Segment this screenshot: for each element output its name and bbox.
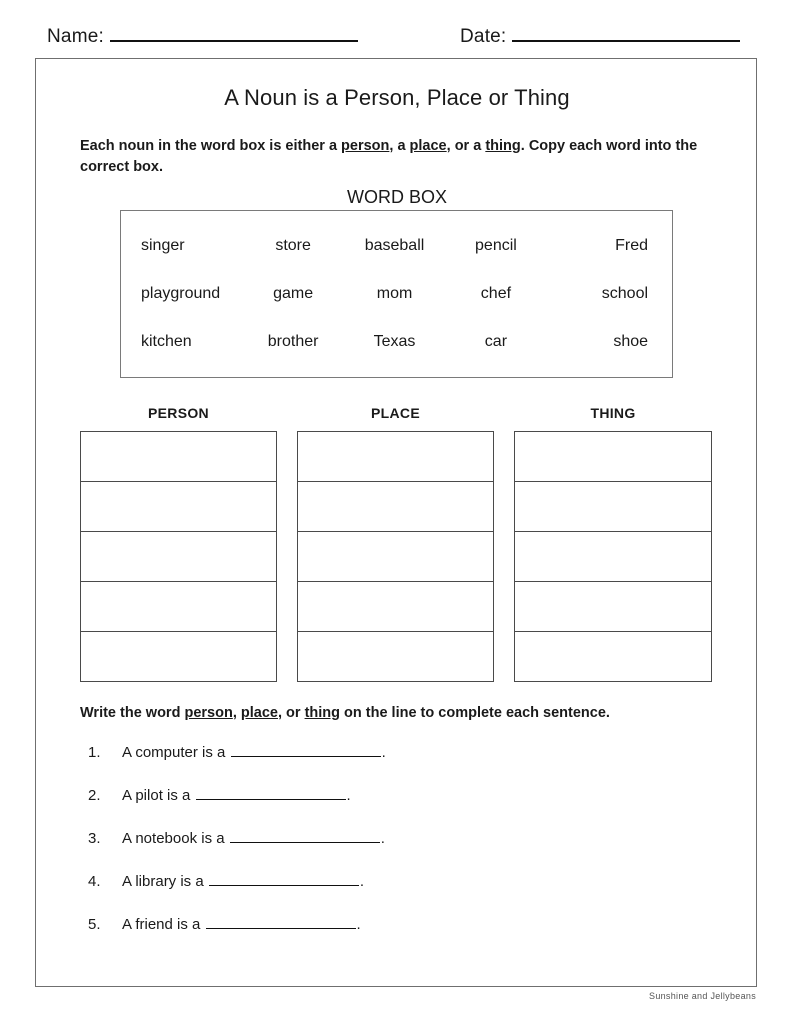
sentence-prefix: A notebook is a — [122, 830, 229, 847]
student-info-header — [0, 26, 791, 60]
sentence-body — [122, 830, 385, 847]
sentence-number: 3. — [88, 830, 101, 847]
instructions-primary — [80, 136, 710, 177]
list-item — [80, 830, 720, 873]
sentence-number: 5. — [88, 916, 101, 933]
answer-column-thing — [514, 431, 712, 682]
answer-blank-line[interactable] — [230, 830, 380, 843]
answer-cell[interactable] — [81, 432, 276, 482]
sentence-body — [122, 787, 351, 804]
answer-column-person — [80, 431, 277, 682]
list-item — [80, 744, 720, 787]
word-box — [120, 210, 673, 378]
instructions-text-4: . Copy each word into the correct box. — [80, 138, 698, 175]
answer-cell[interactable] — [81, 582, 276, 632]
answer-cell[interactable] — [515, 532, 711, 582]
name-field — [47, 26, 358, 48]
answer-cell[interactable] — [81, 482, 276, 532]
sentence-prefix: A friend is a — [122, 916, 205, 933]
category-header-place: PLACE — [371, 405, 420, 421]
sentence-prefix: A library is a — [122, 873, 208, 890]
sentence-number: 2. — [88, 787, 101, 804]
answer-cell[interactable] — [81, 632, 276, 681]
answer-cell[interactable] — [81, 532, 276, 582]
answer-blank-line[interactable] — [196, 787, 346, 800]
sentence-suffix: . — [356, 916, 361, 933]
answer-cell[interactable] — [298, 432, 493, 482]
word-item[interactable]: game — [273, 285, 314, 302]
category-answer-grid — [36, 431, 758, 683]
list-item — [80, 873, 720, 916]
word-item[interactable]: Texas — [373, 333, 416, 350]
answer-blank-line[interactable] — [209, 873, 359, 886]
answer-cell[interactable] — [515, 632, 711, 681]
sentence-suffix: . — [380, 830, 385, 847]
word-item[interactable]: baseball — [364, 237, 425, 254]
word-box-grid — [121, 211, 672, 377]
name-label: Name: — [47, 26, 104, 47]
word-item[interactable]: Fred — [615, 237, 649, 254]
instructions-text-3: , or a — [446, 138, 486, 154]
word-item[interactable]: car — [484, 333, 508, 350]
instructions-secondary — [80, 705, 720, 721]
instructions-text-2: , a — [389, 138, 410, 154]
keyword-place: place — [409, 138, 447, 154]
keyword2-thing: thing — [304, 705, 340, 721]
keyword2-person: person — [184, 705, 233, 721]
word-item[interactable]: shoe — [613, 333, 649, 350]
word-item[interactable]: singer — [141, 237, 185, 254]
sentence-number: 4. — [88, 873, 101, 890]
word-item[interactable]: school — [601, 285, 649, 302]
date-field — [460, 26, 740, 48]
sentence-body — [122, 916, 361, 933]
sentence-suffix: . — [359, 873, 365, 890]
page-title: A Noun is a Person, Place or Thing — [224, 85, 570, 110]
list-item — [80, 916, 720, 959]
category-headers — [36, 405, 758, 425]
word-item[interactable]: pencil — [475, 237, 517, 254]
instructions2-text-3: , or — [277, 705, 305, 721]
keyword-person: person — [341, 138, 390, 154]
answer-cell[interactable] — [515, 482, 711, 532]
word-row — [141, 318, 652, 366]
footer-credit: Sunshine and Jellybeans — [649, 991, 756, 1001]
category-header-thing: THING — [590, 405, 636, 421]
instructions2-text-2: , — [232, 705, 241, 721]
sentence-body — [122, 744, 386, 761]
sentence-prefix: A computer is a — [122, 744, 230, 761]
instructions2-text-1: Write the word — [80, 705, 185, 721]
answer-column-place — [297, 431, 494, 682]
sentence-number: 1. — [88, 744, 101, 761]
word-item[interactable]: store — [275, 237, 311, 254]
category-header-person: PERSON — [148, 405, 209, 421]
answer-cell[interactable] — [298, 482, 493, 532]
answer-cell[interactable] — [515, 432, 711, 482]
sentence-suffix: . — [346, 787, 351, 804]
date-label: Date: — [460, 26, 507, 47]
answer-cell[interactable] — [298, 582, 493, 632]
word-row — [141, 270, 652, 318]
word-item[interactable]: kitchen — [141, 333, 192, 350]
word-item[interactable]: mom — [376, 285, 413, 302]
answer-cell[interactable] — [515, 582, 711, 632]
word-item[interactable]: playground — [141, 285, 221, 302]
sentence-list — [80, 744, 720, 959]
date-write-line[interactable] — [512, 26, 740, 42]
sentence-body — [122, 873, 364, 890]
answer-blank-line[interactable] — [206, 916, 356, 929]
list-item — [80, 787, 720, 830]
answer-cell[interactable] — [298, 632, 493, 681]
answer-blank-line[interactable] — [231, 744, 381, 757]
instructions-text-1: Each noun in the word box is either a — [80, 138, 342, 154]
keyword-thing: thing — [485, 138, 521, 154]
word-box-label: WORD BOX — [346, 187, 447, 207]
word-item[interactable]: brother — [267, 333, 319, 350]
name-write-line[interactable] — [110, 26, 358, 42]
worksheet-body — [35, 58, 757, 987]
word-item[interactable]: chef — [480, 285, 512, 302]
sentence-suffix: . — [381, 744, 386, 761]
sentence-prefix: A pilot is a — [122, 787, 195, 804]
keyword2-place: place — [240, 705, 278, 721]
word-row — [141, 222, 652, 270]
answer-cell[interactable] — [298, 532, 493, 582]
instructions2-text-4: on the line to complete each sentence. — [340, 705, 610, 721]
